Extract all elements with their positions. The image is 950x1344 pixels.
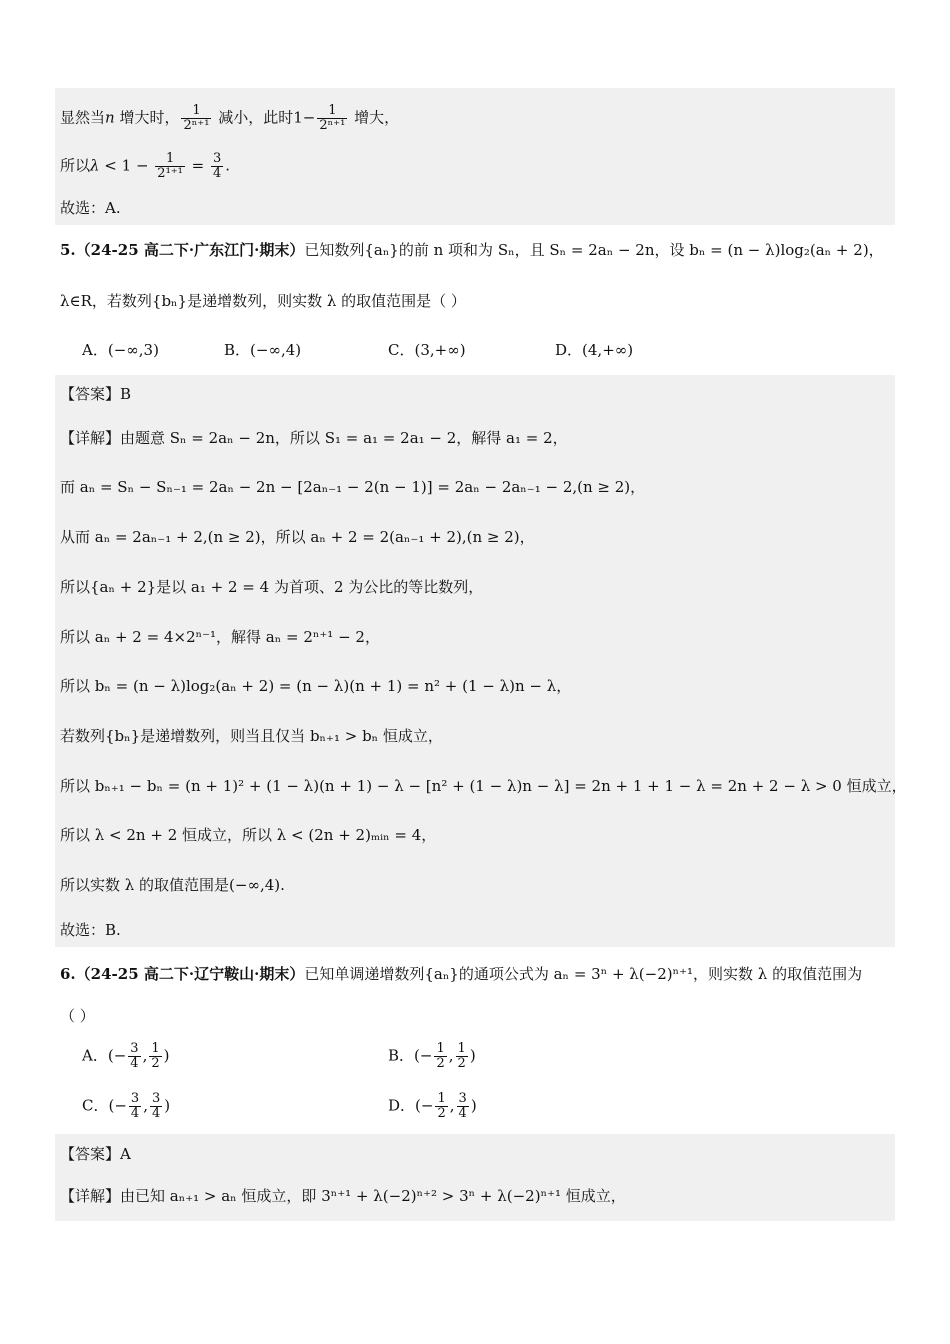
q5-solution-line: 所以 aₙ + 2 = 4×2ⁿ⁻¹，解得 aₙ = 2ⁿ⁺¹ − 2， <box>60 628 380 646</box>
prev-solution-line-1: 显然当n 增大时， $\frac{1}{\text{2ⁿ⁺¹}}$ 减小，此时1− $\frac{1}{\text{2ⁿ⁺¹}}$ 增大， <box>60 103 400 133</box>
fraction: $\frac{1}{\text{2ⁿ⁺¹}}$ <box>183 103 210 133</box>
question-6-stem-line-2: （ ） <box>60 1007 95 1025</box>
fraction: $\frac{1}{2}$ <box>437 1091 446 1121</box>
q5-solution-line: 若数列{bₙ}是递增数列，则当且仅当 bₙ₊₁ > bₙ 恒成立， <box>60 727 443 745</box>
q6-option-c: C．(− $\frac{3}{4}$ , $\frac{3}{4}$ ) <box>82 1091 171 1121</box>
q5-solution-line: 故选：B. <box>60 921 121 939</box>
q5-option-c: C．(3,+∞) <box>388 341 466 359</box>
question-number: 5. <box>60 241 76 259</box>
q5-solution-block <box>55 375 895 947</box>
question-5-stem-line-1: 5.（24-25 高二下·广东江门·期末）已知数列{aₙ}的前 n 项和为 Sₙ，且 Sₙ = 2aₙ − 2n，设 bₙ = (n − λ)log₂(aₙ + 2)， <box>60 241 884 259</box>
fraction: $\frac{3}{4}$ <box>130 1091 140 1121</box>
prev-solution-line-3: 故选：A. <box>60 199 121 217</box>
question-5-stem-line-2: λ∈R，若数列{bₙ}是递增数列，则实数 λ 的取值范围是（ ） <box>60 292 466 310</box>
q6-option-a: A．(− $\frac{3}{4}$ , $\frac{1}{2}$ ) <box>82 1041 170 1071</box>
fraction: $\frac{1}{2}$ <box>457 1041 466 1071</box>
q6-solution-line: 【详解】由已知 aₙ₊₁ > aₙ 恒成立，即 3ⁿ⁺¹ + λ(−2)ⁿ⁺² > 3ⁿ + λ(−2)ⁿ⁺¹ 恒成立， <box>60 1187 626 1205</box>
fraction: $\frac{1}{2}$ <box>436 1041 445 1071</box>
q6-answer: 【答案】A <box>60 1145 131 1163</box>
q6-solution-block <box>55 1134 895 1221</box>
fraction: $\frac{1}{\text{2ⁿ⁺¹}}$ <box>319 103 346 133</box>
fraction: $\frac{1}{2}$ <box>151 1041 160 1071</box>
question-number: 6. <box>60 965 76 983</box>
q5-solution-line: 从而 aₙ = 2aₙ₋₁ + 2,(n ≥ 2)，所以 aₙ + 2 = 2(aₙ₋₁ + 2),(n ≥ 2)， <box>60 528 535 546</box>
q5-solution-line: 而 aₙ = Sₙ − Sₙ₋₁ = 2aₙ − 2n − [2aₙ₋₁ − 2(n − 1)] = 2aₙ − 2aₙ₋₁ − 2,(n ≥ 2)， <box>60 478 646 496</box>
q5-answer: 【答案】B <box>60 385 132 403</box>
q5-solution-line: 所以{aₙ + 2}是以 a₁ + 2 = 4 为首项、2 为公比的等比数列， <box>60 578 484 596</box>
q5-solution-line: 所以 bₙ₊₁ − bₙ = (n + 1)² + (1 − λ)(n + 1) − λ − [n² + (1 − λ)n − λ] = 2n + 1 + 1 − λ = 2n + 2 − λ > 0 恒成立， <box>60 777 907 795</box>
question-source: （24-25 高二下·广东江门·期末） <box>75 241 305 259</box>
question-source: （24-25 高二下·辽宁鞍山·期末） <box>75 965 305 983</box>
q5-solution-line: 所以实数 λ 的取值范围是(−∞,4). <box>60 876 285 894</box>
fraction: $\frac{3}{4}$ <box>458 1091 467 1121</box>
q5-option-d: D．(4,+∞) <box>555 341 634 359</box>
q5-solution-line: 【详解】由题意 Sₙ = 2aₙ − 2n，所以 S₁ = a₁ = 2a₁ − 2，解得 a₁ = 2， <box>60 429 568 447</box>
question-6-stem-line-1: 6.（24-25 高二下·辽宁鞍山·期末）已知单调递增数列{aₙ}的通项公式为 aₙ = 3ⁿ + λ(−2)ⁿ⁺¹，则实数 λ 的取值范围为 <box>60 965 863 983</box>
q6-option-d: D．(− $\frac{1}{2}$ , $\frac{3}{4}$ ) <box>388 1091 477 1121</box>
fraction: $\frac{1}{\text{2¹⁺¹}}$ <box>157 151 183 181</box>
q5-solution-line: 所以 λ < 2n + 2 恒成立，所以 λ < (2n + 2)ₘᵢₙ = 4， <box>60 826 437 844</box>
prev-solution-line-2: 所以λ < 1 − $\frac{1}{\text{2¹⁺¹}}$ = $\frac{3}{4}$ . <box>60 151 231 181</box>
q5-solution-line: 所以 bₙ = (n − λ)log₂(aₙ + 2) = (n − λ)(n + 1) = n² + (1 − λ)n − λ， <box>60 677 572 695</box>
q6-option-b: B．(− $\frac{1}{2}$ , $\frac{1}{2}$ ) <box>388 1041 476 1071</box>
q5-option-b: B．(−∞,4) <box>224 341 302 359</box>
fraction: $\frac{3}{4}$ <box>212 151 222 181</box>
q5-option-a: A．(−∞,3) <box>82 341 159 359</box>
fraction: $\frac{3}{4}$ <box>151 1091 161 1121</box>
fraction: $\frac{3}{4}$ <box>130 1041 139 1071</box>
